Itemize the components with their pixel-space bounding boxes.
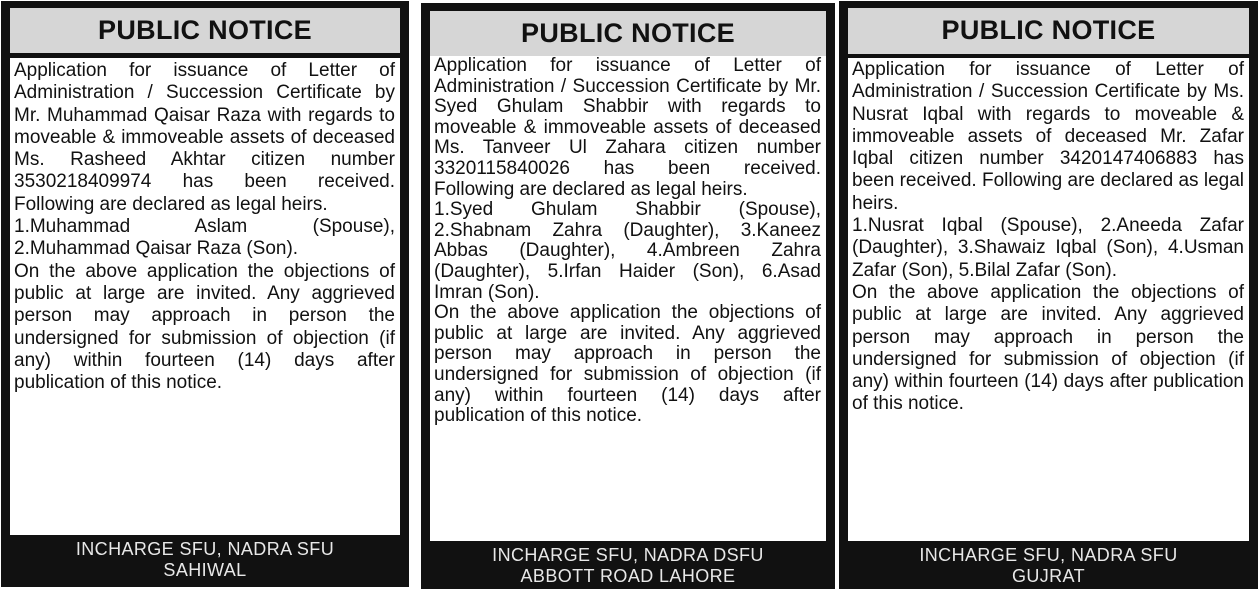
application-text: Application for issuance of Letter of Administration / Succession Certificate by Ms. Nusrat Iqbal with regards to moveable & immoveable assets of deceased Mr. Zafar Iqbal citizen number 3420147406883 has been received. Following are declared as legal heirs. [852,59,1244,214]
legal-heirs-list: 1.Muhammad Aslam (Spouse), 2.Muhammad Qaisar Raza (Son). [14,216,395,260]
notice-body [848,58,1249,541]
notice-title: PUBLIC NOTICE [10,8,400,53]
objection-text: On the above application the objections of public at large are invited. Any aggrieved person may approach in person the undersigned for submission of objection (if any) within fourteen (14) days after publication of this notice. [852,281,1244,415]
notice-title: PUBLIC NOTICE [430,11,826,56]
notice-title: PUBLIC NOTICE [848,8,1249,54]
footer-location: GUJRAT [1011,566,1086,586]
footer-location: ABBOTT ROAD LAHORE [520,566,736,586]
notice-footer [430,545,826,587]
notice-footer [10,539,400,581]
objection-text: On the above application the objections of public at large are invited. Any aggrieved person may approach in person the undersigned for submission of objection (if any) within fourteen (14) days after publication of this notice. [434,302,821,427]
notice-body [430,56,826,541]
notice-body [10,58,400,535]
application-text: Application for issuance of Letter of Administration / Succession Certificate by Mr. Muhammad Qaisar Raza with regards to moveable & immoveable assets of deceased Ms. Rasheed Akhtar citizen number 3530218409974 has been received. Following are declared as legal heirs. [14,60,395,215]
public-notice-lahore [421,3,835,589]
legal-heirs-list: 1.Syed Ghulam Shabbir (Spouse), 2.Shabnam Zahra (Daughter), 3.Kaneez Abbas (Daughter), 4.Ambreen Zahra (Daughter), 5.Irfan Haider (Son), 6.Asad Imran (Son). [434,199,821,303]
application-text: Application for issuance of Letter of Administration / Succession Certificate by Mr. Syed Ghulam Shabbir with regards to moveable & immoveable assets of deceased Ms. Tanveer Ul Zahara citizen number 3320115840026 has been received. Following are declared as legal heirs. [434,55,821,200]
legal-heirs-list: 1.Nusrat Iqbal (Spouse), 2.Aneeda Zafar (Daughter), 3.Shawaiz Iqbal (Son), 4.Usman Zafar (Son), 5.Bilal Zafar (Son). [852,215,1244,281]
footer-office: INCHARGE SFU, NADRA SFU [75,539,335,559]
public-notice-sahiwal [1,1,409,587]
footer-office: INCHARGE SFU, NADRA SFU [919,545,1178,565]
footer-office: INCHARGE SFU, NADRA DSFU [492,545,764,565]
public-notice-gujrat [839,1,1258,589]
footer-location: SAHIWAL [163,560,247,580]
objection-text: On the above application the objections of public at large are invited. Any aggrieved person may approach in person the undersigned for submission of objection (if any) within fourteen (14) days after publication of this notice. [14,260,395,394]
notice-footer [848,545,1249,587]
